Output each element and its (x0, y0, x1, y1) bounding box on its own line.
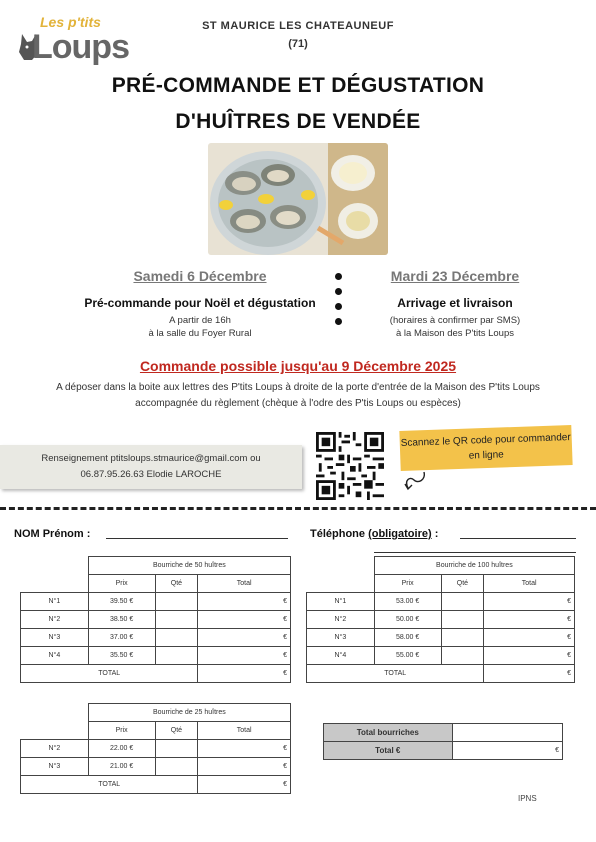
row-total[interactable]: € (198, 629, 291, 647)
row-label: N°1 (307, 593, 375, 611)
total-value[interactable]: € (198, 665, 291, 683)
name-field[interactable] (106, 538, 288, 539)
ipns-footer: IPNS (518, 794, 537, 803)
table-total-row (307, 665, 575, 683)
row-qty-input[interactable] (155, 593, 198, 611)
row-total[interactable]: € (484, 629, 575, 647)
table-row (307, 629, 575, 647)
row-total[interactable]: € (198, 740, 291, 758)
name-label: NOM Prénom : (14, 528, 91, 540)
saturday-time: A partir de 16h (169, 315, 231, 326)
table-row (21, 611, 291, 629)
saturday-place: à la salle du Foyer Rural (148, 328, 252, 339)
table-50-header-qty: Qté (155, 575, 198, 593)
total-oysters-label: Total bourriches (324, 724, 453, 742)
row-label: N°3 (21, 629, 89, 647)
total-euro-value[interactable]: € (452, 742, 562, 760)
page-title-line2: D'HUÎTRES DE VENDÉE (175, 110, 421, 133)
table-total-row (21, 776, 291, 794)
table-50-oysters (20, 556, 291, 683)
row-price: 35.50 € (88, 647, 155, 665)
logo-top-text: Les p'tits (40, 14, 101, 30)
page-title-line1: PRÉ-COMMANDE ET DÉGUSTATION (111, 74, 485, 97)
row-price: 53.00 € (374, 593, 441, 611)
table-100-header-price: Prix (374, 575, 441, 593)
table-100-caption: Bourriche de 100 huîtres (374, 557, 574, 575)
tuesday-date: Mardi 23 Décembre (390, 268, 520, 284)
row-label: N°4 (21, 647, 89, 665)
row-price: 21.00 € (88, 758, 155, 776)
row-total[interactable]: € (484, 593, 575, 611)
qr-code-icon[interactable] (314, 432, 386, 500)
row-qty-input[interactable] (155, 611, 198, 629)
row-qty-input[interactable] (155, 629, 198, 647)
tuesday-event (320, 268, 590, 340)
row-price: 58.00 € (374, 629, 441, 647)
total-label: TOTAL (307, 665, 484, 683)
contact-phone-line: 06.87.95.26.63 Elodie LAROCHE (80, 469, 222, 480)
row-qty-input[interactable] (441, 593, 484, 611)
row-qty-input[interactable] (441, 629, 484, 647)
row-label: N°3 (307, 629, 375, 647)
tuesday-subtitle: Arrivage et livraison (397, 296, 513, 310)
row-total[interactable]: € (484, 647, 575, 665)
contact-email-line: Renseignement ptitsloups.stmaurice@gmail.com ou (41, 453, 261, 464)
row-total[interactable]: € (484, 611, 575, 629)
summary-table (323, 723, 563, 760)
order-deadline: Commande possible jusqu'au 9 Décembre 2025 (139, 358, 457, 374)
total-euro-label: Total € (324, 742, 453, 760)
row-label: N°4 (307, 647, 375, 665)
phone-field[interactable] (460, 538, 576, 539)
phone-label-text: Téléphone (310, 528, 366, 540)
table-25-header-price: Prix (88, 722, 155, 740)
row-qty-input[interactable] (155, 740, 198, 758)
phone-required-text: (obligatoire) (368, 528, 432, 540)
table-row (21, 758, 291, 776)
total-oysters-value[interactable] (452, 724, 562, 742)
table-50-header-price: Prix (88, 575, 155, 593)
saturday-subtitle: Pré-commande pour Noël et dégustation (84, 296, 316, 310)
row-total[interactable]: € (198, 758, 291, 776)
table-25-caption: Bourriche de 25 huîtres (88, 704, 290, 722)
row-price: 37.00 € (88, 629, 155, 647)
table-50-header-total: Total (198, 575, 291, 593)
table-25-header-qty: Qté (155, 722, 198, 740)
row-price: 38.50 € (88, 611, 155, 629)
deposit-instructions: A déposer dans la boite aux lettres des P'tits Loups à droite de la porte d'entrée de la Maison des P'tits Loups accompagnée du règlement (chèque à l'odre des P'tis Loups ou espèces) (56, 382, 540, 409)
row-total[interactable]: € (198, 611, 291, 629)
row-total[interactable]: € (198, 647, 291, 665)
phone-label (310, 528, 438, 540)
row-label: N°3 (21, 758, 89, 776)
row-price: 50.00 € (374, 611, 441, 629)
row-qty-input[interactable] (155, 647, 198, 665)
phone-field-extra-line (374, 552, 576, 553)
row-price: 39.50 € (88, 593, 155, 611)
tuesday-place: à la Maison des P'tits Loups (396, 328, 514, 339)
oyster-platter-image (208, 143, 388, 255)
row-qty-input[interactable] (441, 647, 484, 665)
table-row (21, 593, 291, 611)
table-50-caption: Bourriche de 50 huîtres (88, 557, 290, 575)
row-label: N°2 (21, 611, 89, 629)
table-row (307, 647, 575, 665)
total-label: TOTAL (21, 776, 198, 794)
saturday-date: Samedi 6 Décembre (133, 268, 267, 284)
tuesday-hours: (horaires à confirmer par SMS) (389, 315, 521, 326)
table-100-header-qty: Qté (441, 575, 484, 593)
table-row (307, 611, 575, 629)
saturday-event (50, 268, 350, 340)
scan-qr-callout: Scannez le QR code pour commander en ligne (399, 425, 572, 471)
row-qty-input[interactable] (155, 758, 198, 776)
row-total[interactable]: € (198, 593, 291, 611)
table-row (21, 647, 291, 665)
table-100-header-total: Total (484, 575, 575, 593)
cut-line (0, 507, 596, 510)
total-value[interactable]: € (484, 665, 575, 683)
total-label: TOTAL (21, 665, 198, 683)
contact-box (0, 445, 302, 489)
row-label: N°1 (21, 593, 89, 611)
table-row (21, 629, 291, 647)
phone-colon: : (434, 528, 439, 540)
row-label: N°2 (307, 611, 375, 629)
town-name: ST MAURICE LES CHATEAUNEUF (202, 20, 394, 32)
logo-main-text: Loups (32, 28, 129, 66)
total-value[interactable]: € (198, 776, 291, 794)
row-qty-input[interactable] (441, 611, 484, 629)
table-25-oysters (20, 703, 291, 794)
row-price: 55.00 € (374, 647, 441, 665)
row-price: 22.00 € (88, 740, 155, 758)
department-number: (71) (288, 38, 308, 50)
table-100-oysters (306, 556, 575, 683)
table-row (21, 740, 291, 758)
table-25-header-total: Total (198, 722, 291, 740)
row-label: N°2 (21, 740, 89, 758)
table-row (307, 593, 575, 611)
table-total-row (21, 665, 291, 683)
curly-arrow-icon (400, 470, 430, 494)
